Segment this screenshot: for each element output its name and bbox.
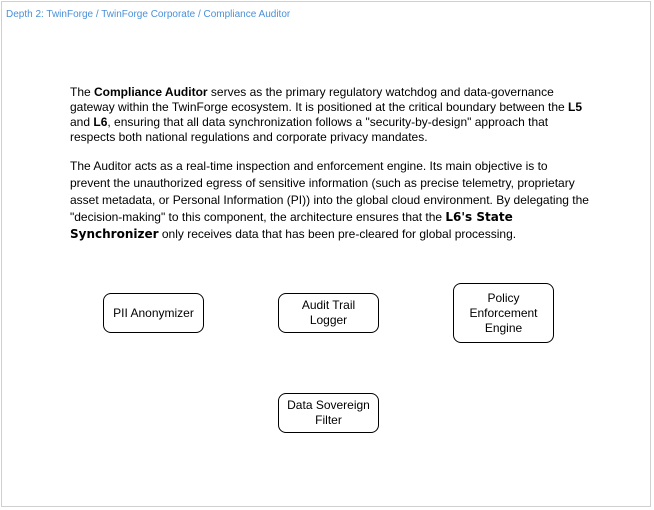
p1-layer-l5: L5 [568,100,583,114]
p1-text-2: serves as the primary regulatory watchdog and data-governance gateway within the TwinForge ecosystem. It is positioned at the critical boundary between the [70,85,569,114]
p2-text-1: The Auditor acts as a real-time inspection and enforcement engine. Its main objective is to prevent the unauthorized egress of sensitive information (such as precise telemetry, proprietary asset metadata, or Personal Information (PI)) into the global cloud environment. By delegating the "decision-making" to this component, the architecture ensures that the [70,159,589,224]
p2-text-2: only receives data that has been pre-cleared for global processing. [158,227,517,241]
node-audit-trail-logger[interactable]: Audit Trail Logger [278,293,379,333]
p1-layer-l6: L6 [93,115,108,129]
intro-paragraph-2 [70,158,590,243]
p1-text-3: and [70,115,94,129]
breadcrumb[interactable]: Depth 2: TwinForge / TwinForge Corporate / Compliance Auditor [6,9,291,20]
diagram-canvas [1,1,651,507]
node-pii-anonymizer[interactable]: PII Anonymizer [103,293,204,333]
p2-state-synchronizer: L6's State Synchronizer [70,210,513,241]
node-data-sovereign-filter[interactable]: Data Sovereign Filter [278,393,379,433]
node-policy-enforcement-engine[interactable]: Policy Enforcement Engine [453,283,554,343]
p1-text-1: The [70,85,95,99]
p1-component-name: Compliance Auditor [94,85,208,99]
intro-paragraph-1 [70,85,590,145]
p1-text-4: , ensuring that all data synchronization follows a "security-by-design" approach that respects both national regulations and corporate privacy mandates. [70,115,549,144]
